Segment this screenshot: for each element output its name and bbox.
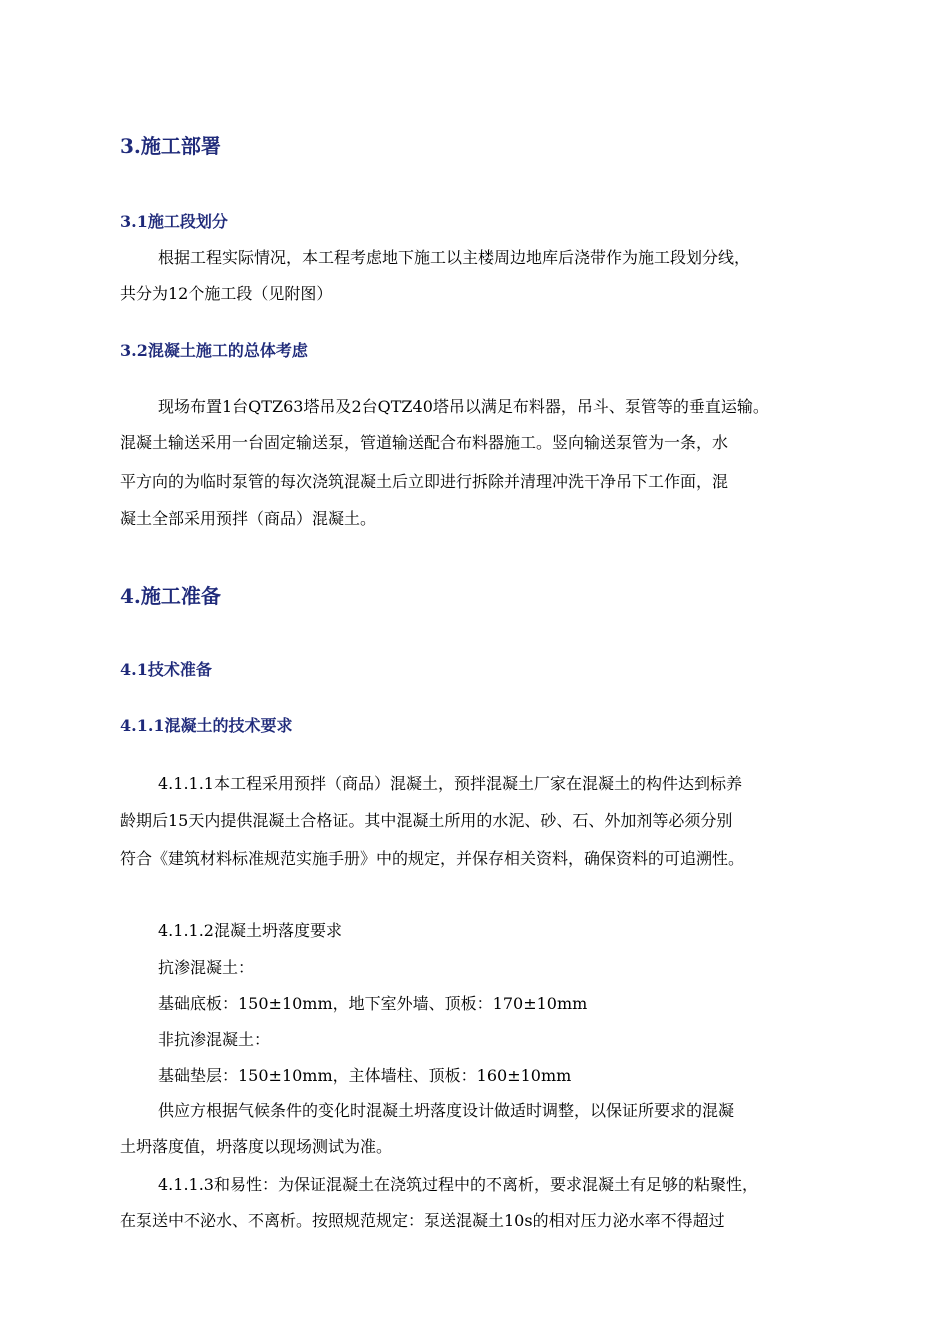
heading-4: 4.施工准备 (120, 584, 221, 608)
para-line: 抗渗混凝土： (158, 958, 255, 977)
para-line: 平方向的为临时泵管的每次浇筑混凝土后立即进行拆除并清理冲洗干净吊下工作面，混 (120, 472, 729, 491)
heading-3-2: 3.2混凝土施工的总体考虑 (120, 341, 308, 360)
para-line: 龄期后15天内提供混凝土合格证。其中混凝土所用的水泥、砂、石、外加剂等必须分别 (120, 811, 733, 830)
para-line: 现场布置1台QTZ63塔吊及2台QTZ40塔吊以满足布料器，吊斗、泵管等的垂直运输。 (158, 397, 769, 416)
para-line: 在泵送中不泌水、不离析。按照规范规定：泵送混凝土10s的相对压力泌水率不得超过 (120, 1211, 725, 1230)
heading-4-1: 4.1技术准备 (120, 660, 212, 679)
heading-4-1-1: 4.1.1混凝土的技术要求 (120, 716, 293, 735)
heading-3: 3.施工部署 (120, 134, 221, 158)
heading-3-1: 3.1施工段划分 (120, 212, 228, 231)
para-line: 符合《建筑材料标准规范实施手册》中的规定，并保存相关资料，确保资料的可追溯性。 (120, 849, 745, 868)
para-line: 土坍落度值，坍落度以现场测试为准。 (120, 1137, 393, 1156)
para-line: 基础底板：150±10mm，地下室外墙、顶板：170±10mm (158, 994, 588, 1013)
para-line: 供应方根据气候条件的变化时混凝土坍落度设计做适时调整，以保证所要求的混凝 (158, 1101, 735, 1120)
para-line: 根据工程实际情况，本工程考虑地下施工以主楼周边地库后浇带作为施工段划分线， (158, 248, 751, 267)
para-line: 4.1.1.2混凝土坍落度要求 (158, 921, 342, 940)
para-line: 非抗渗混凝土： (158, 1030, 271, 1049)
para-line: 共分为12个施工段（见附图） (120, 284, 333, 303)
para-line: 4.1.1.3和易性：为保证混凝土在浇筑过程中的不离析，要求混凝土有足够的粘聚性， (158, 1175, 758, 1194)
para-line: 4.1.1.1本工程采用预拌（商品）混凝土，预拌混凝土厂家在混凝土的构件达到标养 (158, 774, 742, 793)
para-line: 基础垫层：150±10mm，主体墙柱、顶板：160±10mm (158, 1066, 572, 1085)
para-line: 凝土全部采用预拌（商品）混凝土。 (120, 509, 377, 528)
para-line: 混凝土输送采用一台固定输送泵，管道输送配合布料器施工。竖向输送泵管为一条，水 (120, 433, 729, 452)
